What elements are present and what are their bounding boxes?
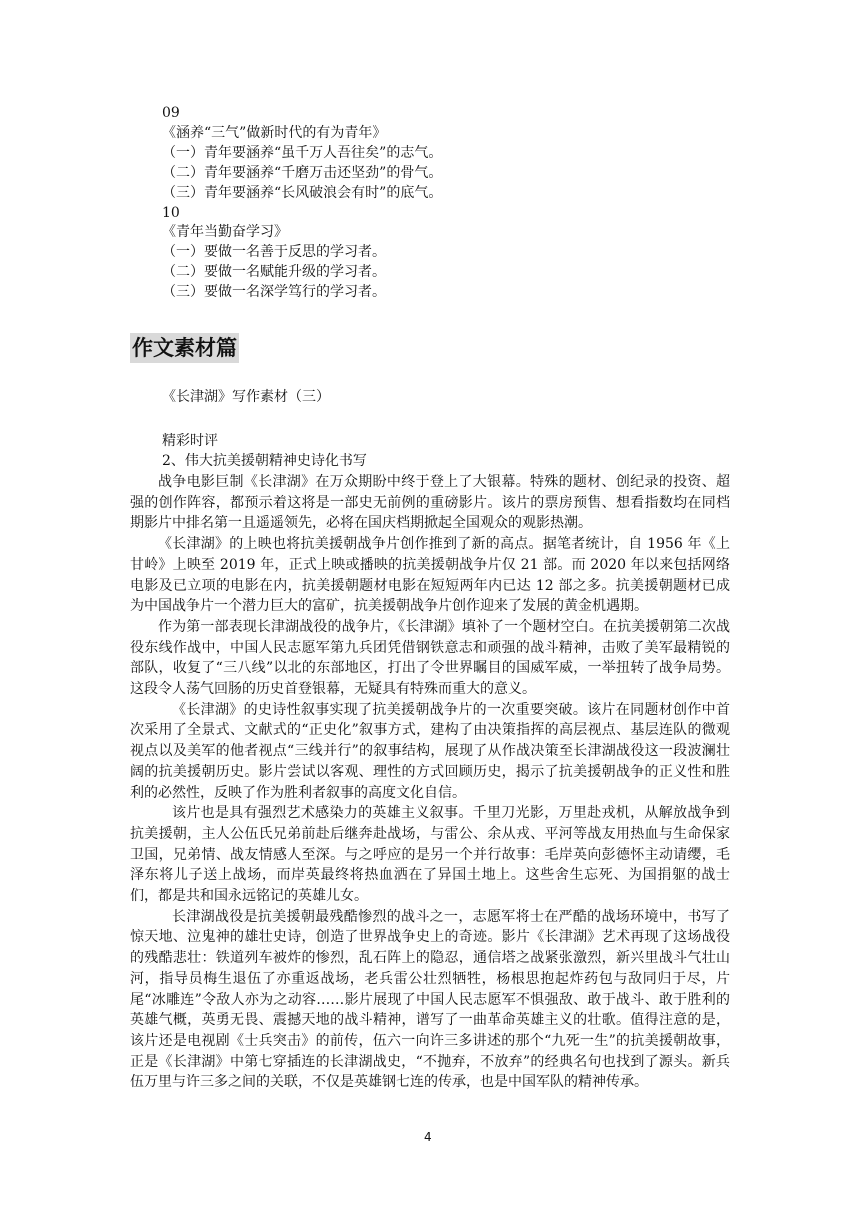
section-heading: 作文素材篇 — [130, 333, 239, 363]
list-item: （二）青年要涵养“千磨万击还坚劲”的骨气。 — [162, 164, 443, 181]
subsection-title: 2、伟大抗美援朝精神史诗化书写 — [162, 453, 367, 469]
list-item: 09 — [162, 105, 180, 121]
list-item: 《青年当勤奋学习》 — [162, 224, 288, 241]
topic-list — [162, 104, 442, 303]
page-number: 4 — [424, 1130, 432, 1144]
list-item: （一）要做一名善于反思的学习者。 — [162, 244, 386, 261]
list-item: （三）要做一名深学笃行的学习者。 — [162, 284, 386, 301]
paragraph: 该片也是具有强烈艺术感染力的英雄主义叙事。千里刀光影，万里赴戎机，从解放战争到抗美援朝，主人公伍氏兄弟前赴后继奔赴战场，与雷公、余从戎、平河等战友用热血与生命保家卫国，兄弟情、战友情感人至深。与之呼应的是另一个并行故事：毛岸英向彭德怀主动请缨，毛泽东将儿子送上战场，而岸英最终将热血洒在了异国土地上。这些舍生忘死、为国捐躯的战士们，都是共和国永远铭记的英雄儿女。 — [130, 805, 730, 905]
review-label: 精彩时评 — [162, 433, 218, 449]
list-item: 10 — [162, 204, 180, 221]
list-item: （三）青年要涵养“长风破浪会有时”的底气。 — [162, 184, 443, 201]
list-item: （二）要做一名赋能升级的学习者。 — [162, 264, 386, 281]
paragraph: 长津湖战役是抗美援朝最残酷惨烈的战斗之一，志愿军将士在严酷的战场环境中，书写了惊天地、泣鬼神的雄壮史诗，创造了世界战争史上的奇迹。影片《长津湖》艺术再现了这场战役的残酷悲壮：铁道列车被炸的惨烈，乱石阵上的隐忍，通信塔之战紧张激烈，新兴里战斗气壮山河，指导员梅生退伍了亦重返战场，老兵雷公壮烈牺牲，杨根思抱起炸药包与敌同归于尽，片尾“冰雕连”令敌人亦为之动容……影片展现了中国人民志愿军不惧强敌、敢于战斗、敢于胜利的英雄气概，英勇无畏、震撼天地的战斗精神，谱写了一曲革命英雄主义的壮歌。值得注意的是，该片还是电视剧《士兵突击》的前传，伍六一向许三多讲述的那个“九死一生”的抗美援朝故事，正是《长津湖》中第七穿插连的长津湖战史，“不抛弃，不放弃”的经典名句也找到了源头。新兵伍万里与许三多之间的关联，不仅是英雄钢七连的传承，也是中国军队的精神传承。 — [130, 908, 730, 1091]
list-item: 《涵养“三气”做新时代的有为青年》 — [162, 124, 387, 141]
paragraph: 《长津湖》的史诗性叙事实现了抗美援朝战争片的一次重要突破。该片在同题材创作中首次采用了全景式、文献式的“正史化”叙事方式，建构了由决策指挥的高层视点、基层连队的微观视点以及美军的他者视点“三线并行”的叙事结构，展现了从作战决策至长津湖战役这一段波澜壮阔的抗美援朝历史。影片尝试以客观、理性的方式回顾历史，揭示了抗美援朝战争的正义性和胜利的必然性，反映了作为胜利者叙事的高度文化自信。 — [130, 701, 730, 801]
article-body — [130, 472, 730, 1093]
article-title: 《长津湖》写作素材（三） — [162, 389, 330, 405]
paragraph: 作为第一部表现长津湖战役的战争片，《长津湖》填补了一个题材空白。在抗美援朝第二次战役东线作战中，中国人民志愿军第九兵团凭借钢铁意志和顽强的战斗精神，击败了美军最精锐的部队，收复了“三八线”以北的东部地区，打出了令世界瞩目的国威军威，一举扭转了战争局势。这段令人荡气回肠的历史首登银幕，无疑具有特殊而重大的意义。 — [130, 618, 730, 698]
list-item: （一）青年要涵养“虽千万人吾往矣”的志气。 — [162, 144, 443, 161]
paragraph: 《长津湖》的上映也将抗美援朝战争片创作推到了新的高点。据笔者统计，自 1956 年《上甘岭》上映至 2019 年，正式上映或播映的抗美援朝战争片仅 21 部。而 2020 年以来包括网络电影及已立项的电影在内，抗美援朝题材电影在短短两年内已达 12 部之多。抗美援朝题材已成为中国战争片一个潜力巨大的富矿，抗美援朝战争片创作迎来了发展的黄金机遇期。 — [130, 536, 730, 615]
paragraph: 战争电影巨制《长津湖》在万众期盼中终于登上了大银幕。特殊的题材、创纪录的投资、超强的创作阵容，都预示着这将是一部史无前例的重磅影片。该片的票房预售、想看指数均在同档期影片中排名第一且遥遥领先，必将在国庆档期掀起全国观众的观影热潮。 — [130, 474, 730, 532]
